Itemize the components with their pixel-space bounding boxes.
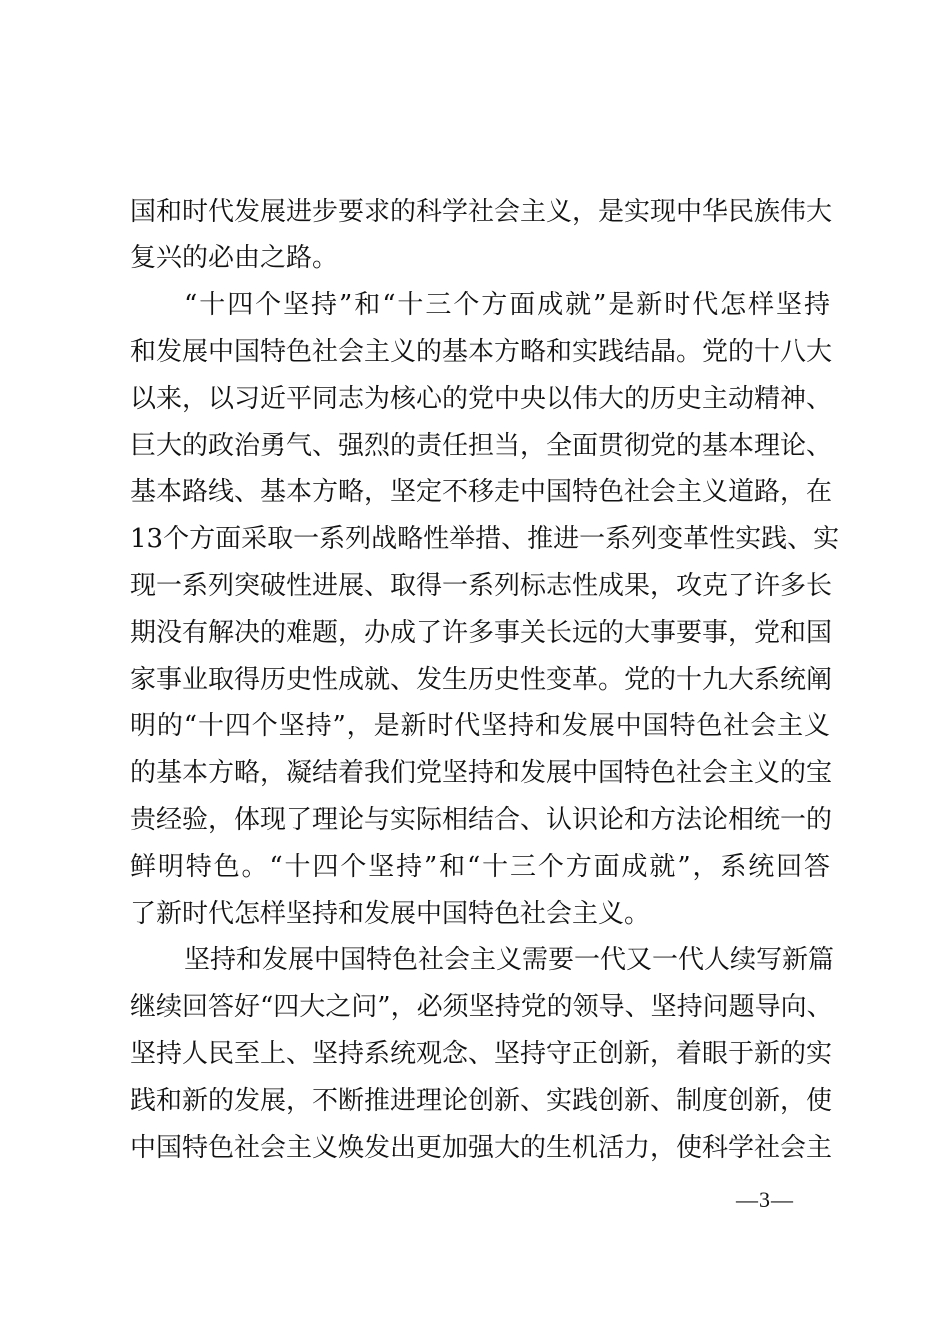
- page-number: —3—: [736, 1187, 794, 1212]
- text-line: 现一系列突破性进展、取得一系列标志性成果，攻克了许多长: [130, 571, 833, 601]
- text-line: 鲜明特色。“十四个坚持”和“十三个方面成就”，系统回答: [130, 851, 830, 882]
- text-line: 基本路线、基本方略，坚定不移走中国特色社会主义道路，在: [130, 477, 833, 508]
- text-line: 的基本方略，凝结着我们党坚持和发展中国特色社会主义的宝: [130, 758, 833, 789]
- text-line: 中国特色社会主义焕发出更加强大的生机活力，使科学社会主: [130, 1132, 833, 1163]
- text-line: 坚持和发展中国特色社会主义需要一代又一代人续写新篇: [184, 945, 835, 976]
- text-line: 家事业取得历史性成就、发生历史性变革。党的十九大系统阐: [130, 664, 833, 695]
- text-line: 践和新的发展，不断推进理论创新、实践创新、制度创新，使: [130, 1085, 833, 1116]
- text-line: 明的“十四个坚持”，是新时代坚持和发展中国特色社会主义: [130, 711, 830, 742]
- text-line: “十四个坚持”和“十三个方面成就”是新时代怎样坚持: [184, 290, 830, 321]
- text-line: 复兴的必由之路。: [130, 243, 339, 274]
- text-line: 了新时代怎样坚持和发展中国特色社会主义。: [130, 898, 651, 929]
- text-line: 贵经验，体现了理论与实际相结合、认识论和方法论相统一的: [130, 805, 833, 835]
- text-line: 13个方面采取一系列战略性举措、推进一系列变革性实践、实: [130, 524, 840, 555]
- text-line: 坚持人民至上、坚持系统观念、坚持守正创新，着眼于新的实: [130, 1039, 833, 1069]
- text-line: 期没有解决的难题，办成了许多事关长远的大事要事，党和国: [130, 617, 833, 648]
- text-line: 和发展中国特色社会主义的基本方略和实践结晶。党的十八大: [130, 337, 833, 367]
- text-line: 继续回答好“四大之问”，必须坚持党的领导、坚持问题导向、: [130, 992, 833, 1023]
- text-line: 巨大的政治勇气、强烈的责任担当，全面贯彻党的基本理论、: [130, 430, 833, 461]
- text-line: 以来，以习近平同志为核心的党中央以伟大的历史主动精神、: [130, 383, 833, 414]
- text-line: 国和时代发展进步要求的科学社会主义，是实现中华民族伟大: [130, 196, 833, 227]
